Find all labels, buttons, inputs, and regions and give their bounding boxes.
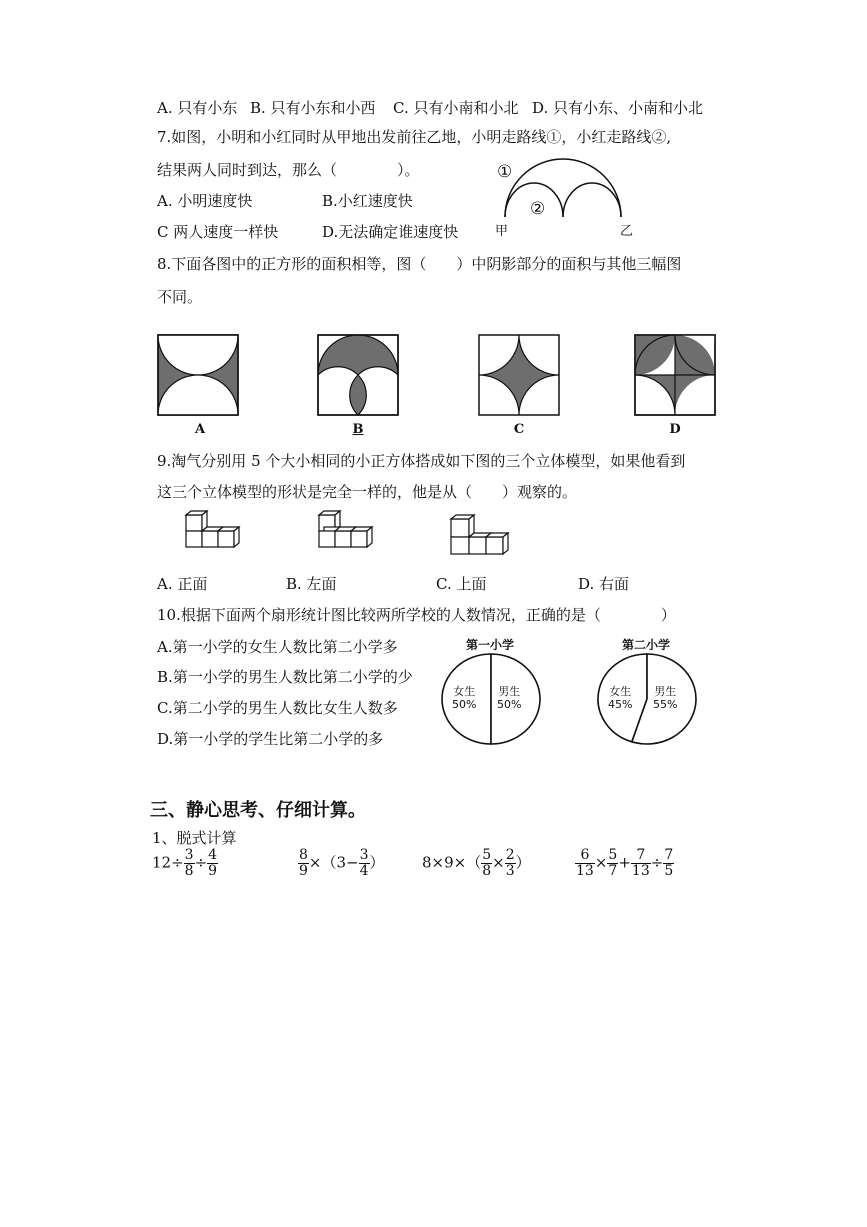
calc4-frac-b xyxy=(607,848,618,879)
q7-option-a: A. 小明速度快 xyxy=(157,192,253,210)
q9-model-3 xyxy=(448,514,518,556)
frac-denominator: 4 xyxy=(359,863,369,879)
q6-option-d: D. 只有小东、小南和小北 xyxy=(532,99,704,117)
pie2-boys-value: 55% xyxy=(653,698,678,711)
q8-figure-d xyxy=(634,334,716,416)
q10-option-a: A.第一小学的女生人数比第二小学多 xyxy=(157,638,398,656)
pie2-boys-name: 男生 xyxy=(654,685,677,698)
pie1-girls-name: 女生 xyxy=(453,685,476,698)
calc2-frac-a xyxy=(298,848,309,879)
q10-option-b: B.第一小学的男生人数比第二小学的少 xyxy=(157,668,413,686)
q7-option-d: D.无法确定谁速度快 xyxy=(322,223,459,241)
frac-denominator: 9 xyxy=(208,863,218,879)
frac-denominator: 9 xyxy=(299,863,308,879)
frac-numerator: 3 xyxy=(359,847,369,863)
pie2-title: 第二小学 xyxy=(622,638,671,652)
calc3-frac-a xyxy=(481,848,492,879)
frac-denominator: 8 xyxy=(184,863,194,879)
frac-numerator: 4 xyxy=(208,847,218,863)
frac-numerator: 2 xyxy=(505,847,515,863)
calc1-divide: ÷ xyxy=(194,853,208,872)
q9-option-c: C. 上面 xyxy=(436,575,487,593)
calc2-close: ） xyxy=(369,853,385,872)
pie1-title: 第一小学 xyxy=(466,638,515,652)
frac-numerator: 7 xyxy=(664,847,674,863)
q10-option-c: C.第二小学的男生人数比女生人数多 xyxy=(157,699,398,717)
q9-question-line1: 9.淘气分别用 5 个大小相同的小正方体搭成如下图的三个立体模型，如果他看到 xyxy=(157,452,686,470)
calc4-plus: + xyxy=(618,853,631,872)
calc-expression-3 xyxy=(422,848,531,879)
q8-question-line2: 不同。 xyxy=(157,288,203,306)
q10-option-d: D.第一小学的学生比第二小学的多 xyxy=(157,730,384,748)
frac-denominator: 5 xyxy=(664,863,674,879)
q7-route1-label: ① xyxy=(497,162,513,182)
q8-figure-b xyxy=(317,334,399,416)
q8-caption-a: A xyxy=(194,422,206,437)
q7-option-b: B.小红速度快 xyxy=(322,192,413,210)
q7-question-line2: 结果两人同时到达，那么（ ）。 xyxy=(157,161,420,179)
frac-denominator: 13 xyxy=(631,863,650,879)
frac-numerator: 6 xyxy=(575,848,595,864)
frac-numerator: 8 xyxy=(299,847,308,863)
pie2-girls-name: 女生 xyxy=(609,685,632,698)
pie2-girls-value: 45% xyxy=(608,698,633,711)
q10-question: 10.根据下面两个扇形统计图比较两所学校的人数情况，正确的是（ ） xyxy=(157,606,676,624)
section3-subtitle: 1、脱式计算 xyxy=(152,829,237,847)
q9-model-1 xyxy=(183,510,245,554)
q6-option-b: B. 只有小东和小西 xyxy=(250,99,376,117)
calc4-frac-c xyxy=(631,848,651,879)
calc1-frac-b xyxy=(207,848,218,879)
calc-expression-1 xyxy=(152,848,218,879)
frac-denominator: 13 xyxy=(576,863,594,879)
frac-numerator: 3 xyxy=(184,847,194,863)
pie1-boys-name: 男生 xyxy=(498,685,521,698)
frac-denominator: 8 xyxy=(482,863,492,879)
q6-option-c: C. 只有小南和小北 xyxy=(393,99,519,117)
pie1-boys-value: 50% xyxy=(497,698,522,711)
frac-denominator: 7 xyxy=(608,863,618,879)
q7-question-line1: 7.如图，小明和小红同时从甲地出发前往乙地，小明走路线①，小红走路线②, xyxy=(157,128,672,146)
q7-end-label: 乙 xyxy=(620,224,634,239)
q8-caption-d: D xyxy=(669,422,681,437)
q8-caption-c: C xyxy=(513,422,525,437)
q8-caption-b: B xyxy=(352,422,364,437)
pie1-girls-label xyxy=(452,685,476,711)
pie1-boys-label xyxy=(497,685,521,711)
calc4-divide: ÷ xyxy=(650,853,664,872)
calc1-frac-a xyxy=(184,848,195,879)
calc4-times: × xyxy=(594,853,608,872)
calc3-text: 8×9×（ xyxy=(422,853,482,872)
q9-option-a: A. 正面 xyxy=(157,575,208,593)
calc1-text: 12÷ xyxy=(152,853,184,872)
pie1-girls-value: 50% xyxy=(452,698,477,711)
calc-expression-2 xyxy=(298,848,385,879)
q9-option-d: D. 右面 xyxy=(578,575,630,593)
q7-option-c: C 两人速度一样快 xyxy=(157,223,279,241)
calc2-text: ×（3− xyxy=(308,853,359,872)
q8-figure-c xyxy=(478,334,560,416)
frac-numerator: 5 xyxy=(608,847,618,863)
q9-option-b: B. 左面 xyxy=(286,575,337,593)
frac-numerator: 5 xyxy=(482,847,492,863)
section3-title: 三、静心思考、仔细计算。 xyxy=(150,800,366,821)
calc3-times: × xyxy=(492,853,505,872)
q8-figure-a xyxy=(157,334,239,416)
q8-question-line1: 8.下面各图中的正方形的面积相等，图（ ）中阴影部分的面积与其他三幅图 xyxy=(157,255,682,273)
calc3-close: ） xyxy=(515,853,531,872)
q7-start-label: 甲 xyxy=(495,224,509,239)
q7-route2-label: ② xyxy=(530,199,546,219)
frac-numerator: 7 xyxy=(631,848,651,864)
q9-model-2 xyxy=(316,510,378,554)
q7-route-diagram xyxy=(495,155,635,235)
frac-denominator: 3 xyxy=(505,863,515,879)
calc3-frac-b xyxy=(505,848,516,879)
pie2-girls-label xyxy=(608,685,632,711)
calc-expression-4 xyxy=(575,848,674,879)
pie2-boys-label xyxy=(653,685,677,711)
calc2-frac-b xyxy=(359,848,370,879)
calc4-frac-a xyxy=(575,848,595,879)
q6-option-a: A. 只有小东 xyxy=(157,99,238,117)
q9-question-line2: 这三个立体模型的形状是完全一样的，他是从（ ）观察的。 xyxy=(157,483,578,501)
calc4-frac-d xyxy=(663,848,674,879)
